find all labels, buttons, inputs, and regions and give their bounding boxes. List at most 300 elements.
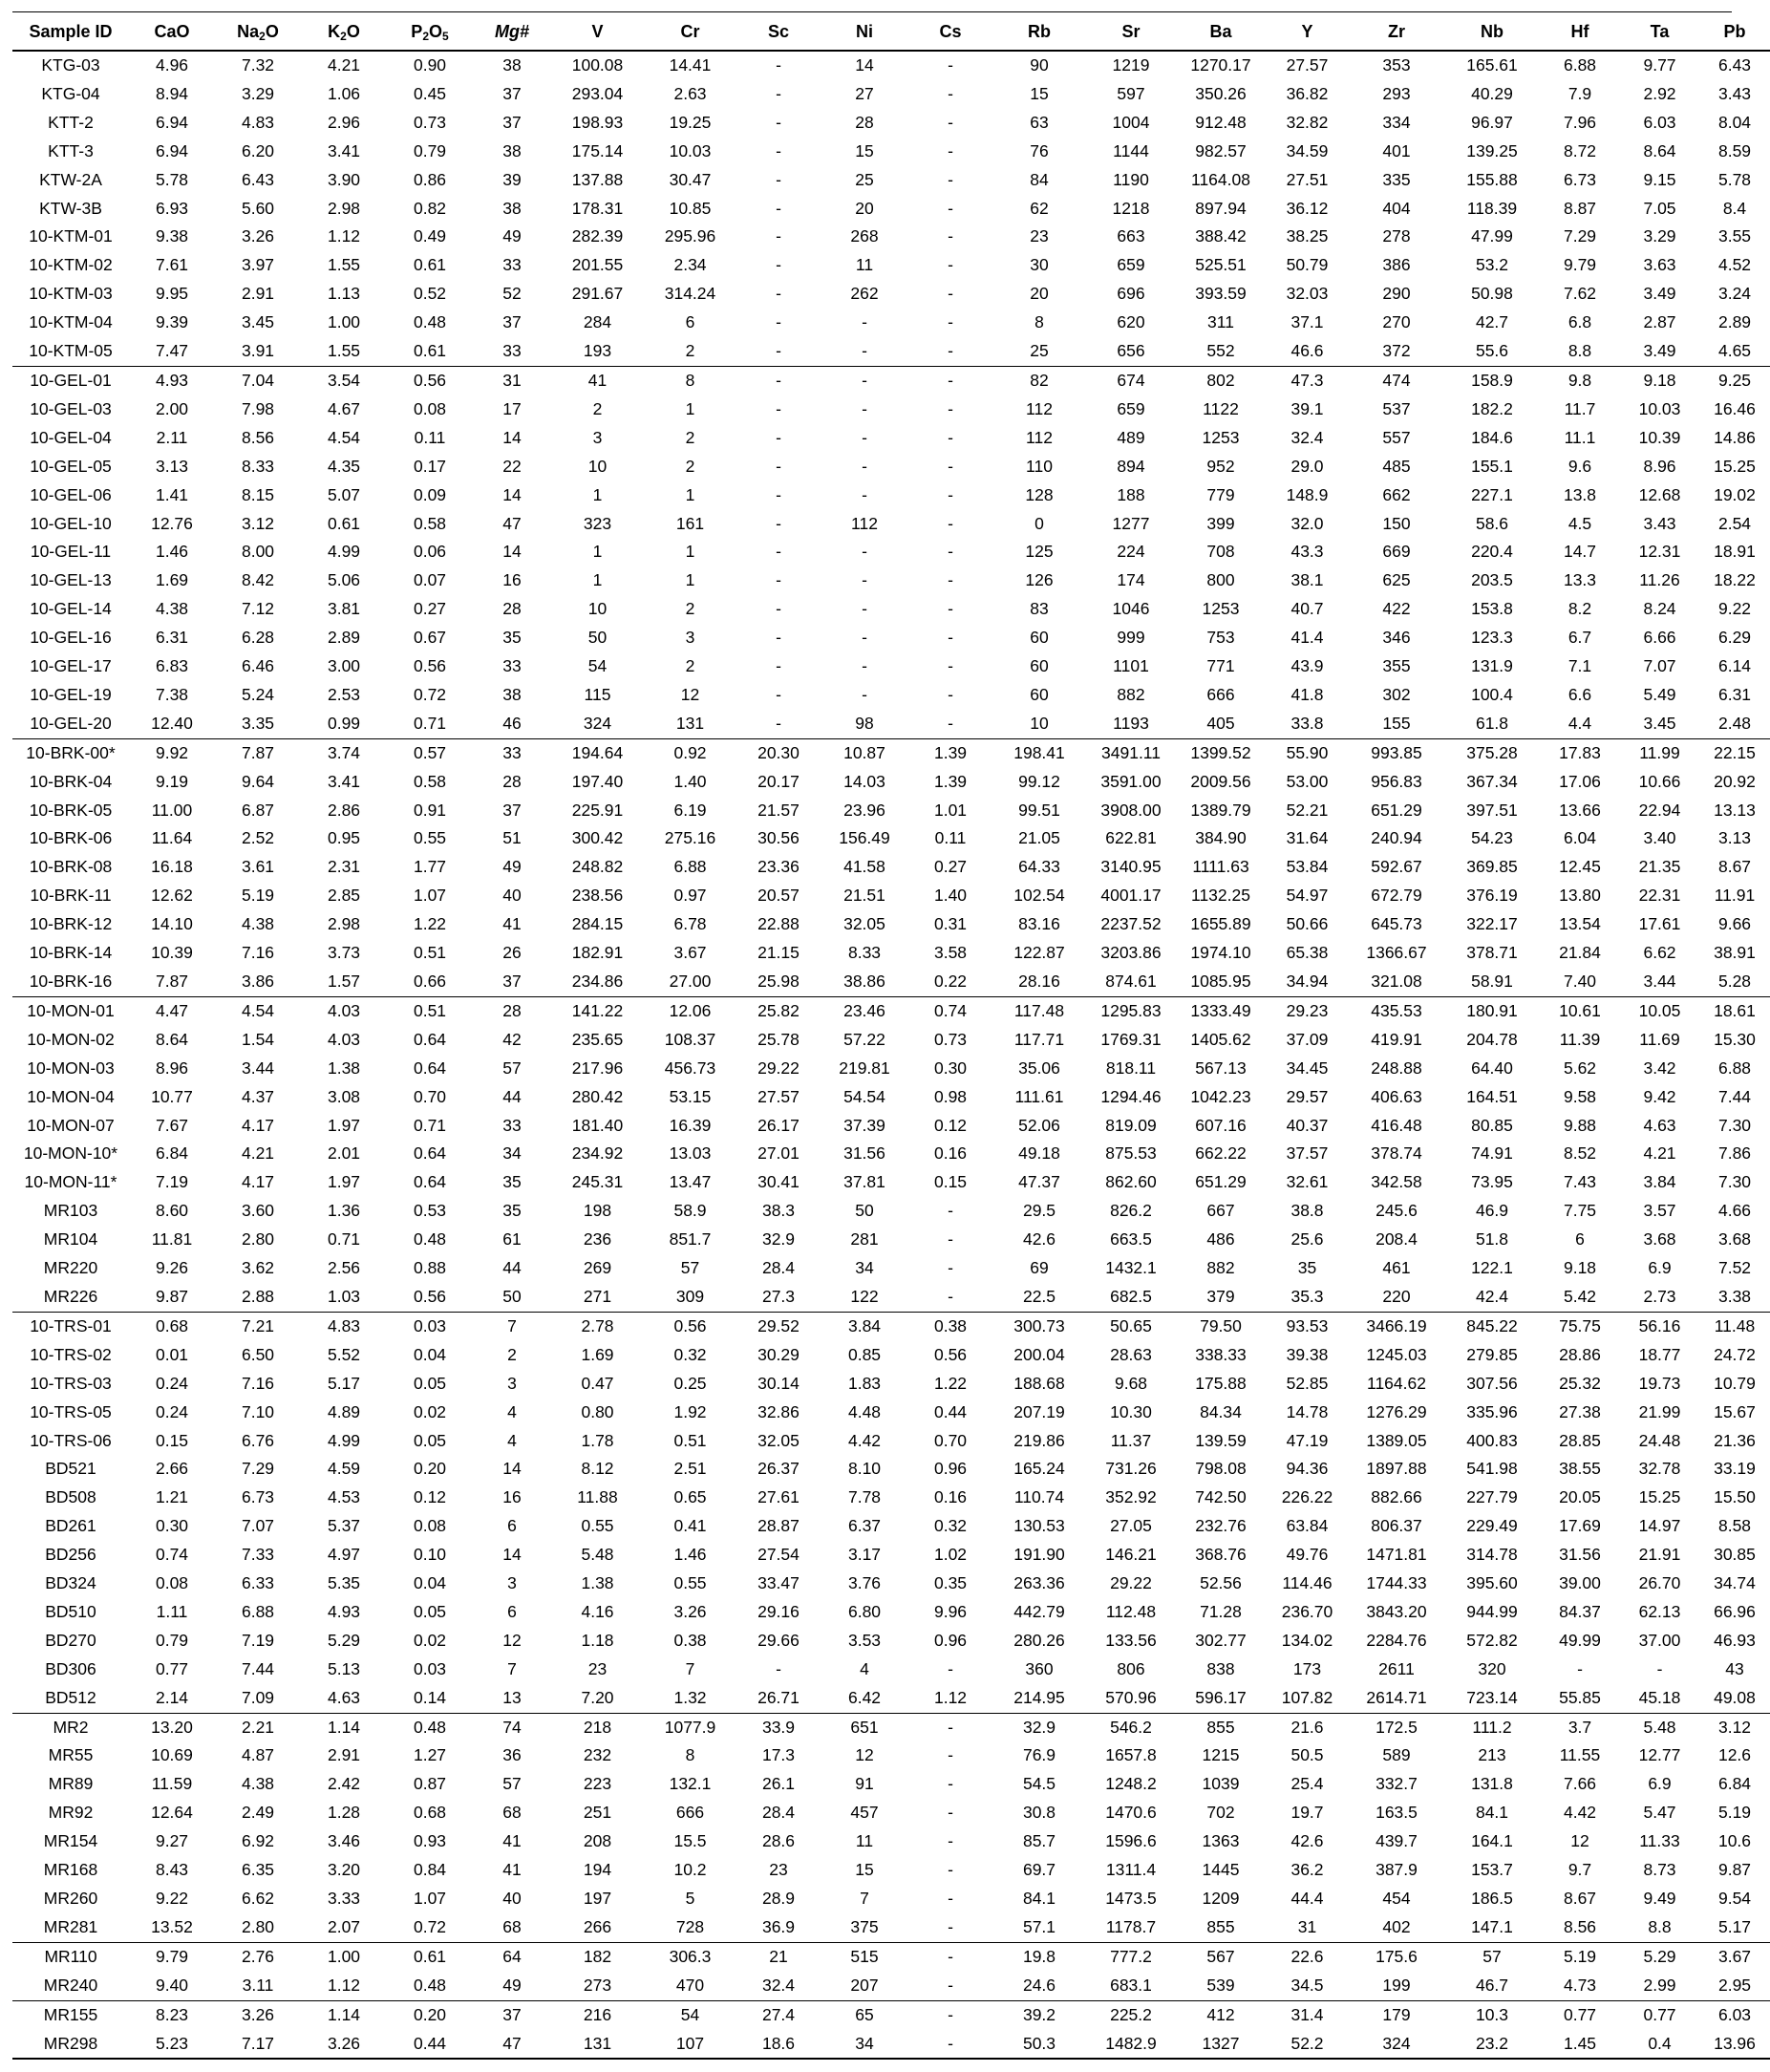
cell-na2o: 8.15 (241, 484, 275, 504)
cell-pb: 6.88 (1717, 1057, 1752, 1078)
cell-ba: 798.08 (1195, 1459, 1247, 1479)
cell-ta: 8.24 (1643, 599, 1676, 619)
cell-ni: - (862, 398, 867, 418)
cell-nb: 64.40 (1471, 1057, 1513, 1078)
cell-ni: 21.51 (843, 886, 885, 906)
cell-nb: 96.97 (1471, 112, 1513, 132)
cell-sr: 806 (1117, 1658, 1145, 1678)
cell-nb: 314.78 (1466, 1545, 1518, 1565)
cell-mg: 3 (507, 1573, 517, 1593)
cell-mg: 38 (502, 198, 522, 218)
cell-na2o: 7.19 (241, 1630, 275, 1650)
cell-k2o: 5.37 (327, 1516, 361, 1536)
cell-ni: 122 (850, 1286, 879, 1306)
cell-hf: 11.1 (1564, 427, 1596, 447)
cell-na2o: 5.24 (241, 684, 275, 704)
sample-id-cell: 10-KTM-03 (29, 284, 113, 304)
cell-cs: - (948, 140, 953, 160)
cell-ba: 702 (1206, 1803, 1235, 1823)
cell-ni: - (862, 570, 867, 590)
cell-sr: 3591.00 (1100, 771, 1162, 791)
cell-cao: 0.15 (155, 1430, 189, 1450)
cell-zr: 199 (1382, 1975, 1411, 1995)
cell-rb: 130.53 (1013, 1516, 1065, 1536)
cell-v: 115 (584, 684, 611, 704)
cell-p2o5: 0.68 (413, 1803, 447, 1823)
cell-sc: - (776, 427, 781, 447)
cell-na2o: 4.21 (241, 1143, 275, 1164)
cell-hf: 7.66 (1563, 1774, 1597, 1794)
cell-rb: 99.51 (1018, 800, 1060, 820)
sample-id-cell: 10-BRK-00* (12, 738, 129, 767)
cell-ta: 11.33 (1639, 1831, 1680, 1851)
cell-v: 284 (583, 312, 612, 332)
cell-ba: 1111.63 (1192, 857, 1249, 877)
cell-cr: 7 (685, 1658, 695, 1678)
cell-hf: 8.72 (1563, 140, 1597, 160)
cell-y: 29.0 (1290, 456, 1324, 476)
cell-hf: 75.75 (1540, 1312, 1620, 1340)
cell-nb: 42.4 (1475, 1286, 1509, 1306)
sample-id-cell: KTT-3 (48, 140, 94, 160)
cell-cr: 54 (644, 2000, 736, 2029)
cell-p2o5: 0.67 (413, 628, 447, 648)
cell-cr: 19.25 (669, 112, 712, 132)
cell-nb: 180.91 (1444, 996, 1540, 1025)
cell-v: 323 (583, 513, 612, 533)
cell-mg: 38 (502, 55, 522, 75)
cell-k2o: 0.71 (327, 1229, 361, 1250)
cell-sc: - (776, 284, 781, 304)
cell-nb: 279.85 (1466, 1344, 1518, 1364)
cell-zr: 589 (1382, 1745, 1411, 1765)
cell-sr: 1248.2 (1105, 1774, 1157, 1794)
cell-cs: 1.39 (908, 738, 992, 767)
cell-p2o5: 0.05 (413, 1373, 447, 1393)
table-row (12, 2030, 1770, 2060)
cell-y: 36.12 (1286, 198, 1329, 218)
cell-nb: 227.1 (1471, 484, 1513, 504)
sample-id-cell: 10-KTM-02 (29, 255, 113, 275)
cell-v: 293.04 (571, 83, 624, 103)
cell-ta: 8.96 (1643, 456, 1676, 476)
table-body (12, 51, 1770, 2059)
cell-sr: 1596.6 (1105, 1831, 1157, 1851)
cell-y: 40.37 (1286, 1115, 1329, 1135)
cell-pb: 4.65 (1717, 341, 1752, 361)
cell-mg: 37 (502, 83, 522, 103)
cell-na2o: 6.35 (241, 1860, 275, 1880)
cell-ta: 3.57 (1643, 1201, 1676, 1221)
cell-rb: 99.12 (1018, 771, 1060, 791)
cell-y: 34.45 (1286, 1057, 1329, 1078)
cell-pb: 2.54 (1717, 513, 1752, 533)
cell-cao: 8.43 (155, 1860, 189, 1880)
cell-ba: 71.28 (1200, 1601, 1242, 1621)
cell-ba: 952 (1206, 456, 1235, 476)
cell-nb: 58.91 (1471, 972, 1513, 991)
sample-id-cell: 10-TRS-02 (30, 1344, 112, 1364)
cell-rb: 300.73 (992, 1312, 1086, 1340)
cell-cs: - (948, 1201, 953, 1221)
cell-mg: 14 (502, 427, 522, 447)
cell-cs: 0.31 (933, 914, 968, 934)
sample-id-cell: MR154 (43, 1831, 98, 1851)
cell-mg: 51 (502, 828, 522, 848)
cell-cs: 1.12 (933, 1687, 968, 1707)
cell-ba: 1974.10 (1190, 943, 1251, 963)
cell-cao: 2.14 (155, 1687, 189, 1707)
cell-sr: 659 (1117, 398, 1145, 418)
cell-cao: 6.84 (155, 1143, 189, 1164)
cell-v: 182.91 (571, 943, 624, 963)
cell-v: 5.48 (581, 1545, 614, 1565)
cell-ta: 3.45 (1643, 713, 1676, 733)
sample-id-cell: 10-MON-07 (27, 1115, 115, 1135)
cell-cao: 9.19 (155, 771, 189, 791)
cell-p2o5: 0.05 (413, 1430, 447, 1450)
cell-cr: 6.88 (673, 857, 707, 877)
cell-sc: - (776, 169, 781, 189)
cell-ta: 9.18 (1620, 366, 1699, 395)
cell-nb: 204.78 (1466, 1029, 1518, 1049)
cell-ni: 34 (855, 1258, 874, 1278)
cell-zr: 353 (1382, 55, 1411, 75)
cell-k2o: 2.96 (327, 112, 361, 132)
cell-sc: 20.17 (757, 771, 800, 791)
cell-sr: 819.09 (1105, 1115, 1157, 1135)
sample-id-cell: 10-KTM-04 (29, 312, 113, 332)
cell-ba: 882 (1206, 1258, 1235, 1278)
cell-ta: 8.8 (1648, 1916, 1672, 1936)
cell-k2o: 5.17 (327, 1373, 361, 1393)
cell-na2o: 3.45 (241, 312, 275, 332)
cell-y: 14.78 (1286, 1401, 1329, 1421)
sample-id-cell: KTG-04 (41, 83, 100, 103)
cell-rb: 84 (1030, 169, 1049, 189)
cell-k2o: 5.52 (327, 1344, 361, 1364)
cell-zr: 625 (1382, 570, 1411, 590)
cell-sc: 30.14 (757, 1373, 800, 1393)
cell-pb: 6.31 (1717, 684, 1752, 704)
cell-ni: 7.78 (847, 1487, 882, 1507)
cell-cao: 0.30 (155, 1516, 189, 1536)
cell-y: 38.8 (1290, 1201, 1324, 1221)
cell-p2o5: 0.64 (413, 1172, 447, 1192)
cell-zr: 2614.71 (1366, 1687, 1427, 1707)
cell-sc: 29.16 (757, 1601, 800, 1621)
table-row (12, 309, 1770, 337)
cell-cs: - (948, 312, 953, 332)
sample-id-cell: 10-TRS-06 (30, 1430, 112, 1450)
cell-na2o: 2.76 (215, 1942, 301, 1971)
cell-mg: 7 (507, 1658, 517, 1678)
cell-cao: 0.24 (155, 1401, 189, 1421)
cell-cs: - (948, 1229, 953, 1250)
cell-na2o: 6.88 (241, 1601, 275, 1621)
sample-id-cell: 10-BRK-05 (29, 800, 113, 820)
cell-y: 35.3 (1290, 1286, 1324, 1306)
cell-zr: 592.67 (1371, 857, 1422, 877)
cell-nb: 53.2 (1475, 255, 1509, 275)
cell-mg: 31 (473, 366, 551, 395)
cell-y: 38.1 (1290, 570, 1324, 590)
sample-id-cell: BD256 (45, 1545, 96, 1565)
cell-v: 141.22 (551, 996, 644, 1025)
cell-cs: - (948, 713, 953, 733)
cell-na2o: 3.91 (241, 341, 275, 361)
cell-p2o5: 0.72 (413, 1916, 447, 1936)
cell-sr: 3908.00 (1100, 800, 1162, 820)
cell-rb: 60 (1030, 684, 1049, 704)
cell-mg: 4 (507, 1430, 517, 1450)
cell-ta: 7.05 (1643, 198, 1676, 218)
cell-hf: 11.39 (1559, 1029, 1601, 1049)
table-row (12, 1083, 1770, 1112)
cell-k2o: 1.28 (327, 1803, 361, 1823)
cell-na2o: 7.16 (241, 1373, 275, 1393)
cell-hf: 9.88 (1563, 1115, 1597, 1135)
cell-zr: 1366.67 (1366, 943, 1427, 963)
cell-sr: 1277 (1112, 513, 1150, 533)
cell-cao: 11.64 (151, 828, 193, 848)
cell-pb: 4.66 (1717, 1201, 1752, 1221)
cell-rb: 47.37 (1018, 1172, 1060, 1192)
cell-ni: 112 (851, 513, 878, 533)
cell-nb: 50.98 (1471, 284, 1513, 304)
cell-ni: 91 (855, 1774, 874, 1794)
cell-ta: 0.77 (1620, 2000, 1699, 2029)
table-top-rule (12, 11, 1732, 12)
cell-ni: - (862, 484, 867, 504)
cell-ta: 6.9 (1648, 1258, 1672, 1278)
cell-cr: 13.03 (669, 1143, 712, 1164)
cell-ba: 1253 (1202, 599, 1240, 619)
cell-rb: 84.1 (1022, 1889, 1056, 1908)
cell-hf: 8.87 (1563, 198, 1597, 218)
cell-hf: 8.67 (1563, 1889, 1597, 1908)
cell-y: 107.82 (1281, 1687, 1333, 1707)
cell-na2o: 8.33 (241, 456, 275, 476)
cell-ta: 11.26 (1639, 570, 1680, 590)
cell-cs: - (948, 1803, 953, 1823)
cell-sc: - (776, 83, 781, 103)
cell-sr: 659 (1117, 255, 1145, 275)
cell-rb: 82 (992, 366, 1086, 395)
cell-sr: 1190 (1113, 169, 1149, 189)
cell-ni: 15 (855, 1860, 874, 1880)
cell-ni: 4.42 (847, 1430, 882, 1450)
cell-sc: - (776, 140, 781, 160)
cell-y: 37.09 (1286, 1029, 1329, 1049)
cell-k2o: 2.31 (327, 857, 361, 877)
cell-ta: 24.48 (1638, 1430, 1681, 1450)
cell-na2o: 3.11 (242, 1975, 274, 1995)
cell-ni: 98 (855, 713, 874, 733)
cell-y: 53.84 (1286, 857, 1329, 877)
cell-cr: 851.7 (669, 1229, 712, 1250)
cell-zr: 402 (1382, 1916, 1411, 1936)
cell-ba: 368.76 (1195, 1545, 1247, 1565)
cell-nb: 182.2 (1471, 398, 1513, 418)
cell-v: 284.15 (571, 914, 624, 934)
cell-na2o: 2.21 (215, 1713, 301, 1741)
cell-pb: 24.72 (1714, 1344, 1756, 1364)
cell-pb: 21.36 (1714, 1430, 1756, 1450)
cell-cs: - (948, 1831, 953, 1851)
cell-ta: 2.99 (1643, 1975, 1676, 1995)
cell-cao: 11.59 (151, 1774, 193, 1794)
cell-sc: 25.82 (736, 996, 821, 1025)
cell-sc: - (736, 366, 821, 395)
cell-p2o5: 0.88 (413, 1258, 447, 1278)
cell-nb: 184.6 (1471, 427, 1513, 447)
cell-na2o: 7.04 (215, 366, 301, 395)
cell-y: 34.94 (1286, 972, 1329, 991)
cell-cr: 14.41 (669, 55, 712, 75)
cell-hf: 14.7 (1563, 542, 1597, 562)
cell-v: 282.39 (571, 226, 624, 246)
cell-y: 32.61 (1286, 1172, 1329, 1192)
cell-pb: 7.30 (1717, 1172, 1752, 1192)
column-header-ta: Ta (1620, 13, 1699, 51)
table-row (12, 1570, 1770, 1598)
cell-nb: 61.8 (1475, 713, 1509, 733)
cell-k2o: 5.35 (327, 1573, 361, 1593)
cell-p2o5: 0.73 (413, 112, 447, 132)
cell-ta: 12.77 (1638, 1745, 1681, 1765)
cell-cs: 9.96 (933, 1601, 968, 1621)
cell-k2o: 3.26 (301, 2030, 387, 2060)
cell-cao: 10.69 (151, 1745, 193, 1765)
cell-ba: 1039 (1202, 1774, 1240, 1794)
cell-rb: 10 (1030, 713, 1049, 733)
sample-id-cell: BD510 (45, 1601, 96, 1621)
cell-na2o: 3.12 (241, 513, 275, 533)
cell-p2o5: 0.91 (413, 800, 447, 820)
cell-ni: 12 (855, 1745, 874, 1765)
cell-y: 33.8 (1290, 713, 1324, 733)
cell-ta: 14.97 (1638, 1516, 1681, 1536)
cell-ba: 552 (1206, 341, 1235, 361)
table-row (12, 1770, 1770, 1799)
cell-sr: 224 (1117, 542, 1145, 562)
cell-na2o: 7.98 (241, 398, 275, 418)
cell-sc: - (776, 484, 781, 504)
cell-zr: 335 (1382, 169, 1411, 189)
cell-nb: 47.99 (1471, 226, 1513, 246)
cell-cs: - (948, 628, 953, 648)
cell-mg: 47 (502, 513, 522, 533)
cell-sc: - (776, 112, 781, 132)
sample-id-cell: MR240 (43, 1975, 98, 1995)
cell-cs: 1.02 (933, 1545, 968, 1565)
cell-cao: 7.67 (155, 1115, 189, 1135)
cell-cao: 2.66 (155, 1459, 189, 1479)
cell-ta: 6.03 (1643, 112, 1676, 132)
cell-ba: 52.56 (1200, 1573, 1242, 1593)
cell-nb: 54.23 (1471, 828, 1513, 848)
cell-y: 32.82 (1286, 112, 1329, 132)
cell-mg: 6 (507, 1516, 517, 1536)
cell-cr: 132.1 (669, 1774, 712, 1794)
cell-mg: 44 (502, 1086, 522, 1106)
cell-mg: 38 (502, 684, 522, 704)
cell-rb: 76.9 (1022, 1745, 1056, 1765)
cell-cao: 1.69 (155, 570, 189, 590)
cell-ni: - (862, 628, 867, 648)
cell-nb: 229.49 (1466, 1516, 1518, 1536)
table-row (12, 1484, 1770, 1512)
cell-hf: 27.38 (1559, 1401, 1601, 1421)
cell-na2o: 6.50 (241, 1344, 275, 1364)
cell-ta: 32.78 (1638, 1459, 1681, 1479)
cell-ba: 1164.08 (1191, 169, 1250, 189)
cell-cs: 0.35 (933, 1573, 968, 1593)
cell-v: 238.56 (571, 886, 624, 906)
cell-k2o: 1.14 (301, 2000, 387, 2029)
cell-mg: 14 (502, 1545, 522, 1565)
cell-p2o5: 0.44 (387, 2030, 473, 2060)
cell-rb: 83 (1030, 599, 1049, 619)
table-row (12, 251, 1770, 280)
cell-pb: 30.85 (1714, 1545, 1756, 1565)
cell-cr: 0.65 (673, 1487, 707, 1507)
cell-cr: 2.34 (673, 255, 707, 275)
cell-zr: 956.83 (1371, 771, 1422, 791)
cell-sr: 674 (1086, 366, 1176, 395)
cell-cr: 0.41 (673, 1516, 707, 1536)
cell-mg: 13 (502, 1687, 522, 1707)
cell-cr: 13.47 (669, 1172, 712, 1192)
cell-zr: 882.66 (1371, 1487, 1422, 1507)
cell-ni: 32.05 (843, 914, 885, 934)
cell-sc: 27.57 (757, 1086, 800, 1106)
cell-cr: 0.92 (644, 738, 736, 767)
cell-hf: 4.42 (1563, 1803, 1597, 1823)
cell-ta: 9.42 (1643, 1086, 1676, 1106)
cell-v: 178.31 (571, 198, 624, 218)
cell-zr: 240.94 (1371, 828, 1422, 848)
cell-na2o: 3.60 (241, 1201, 275, 1221)
cell-cs: 3.58 (933, 943, 968, 963)
cell-na2o: 6.20 (241, 140, 275, 160)
cell-zr: 662 (1382, 484, 1411, 504)
cell-sr: 683.1 (1110, 1975, 1152, 1995)
cell-ba: 662.22 (1195, 1143, 1247, 1164)
cell-v: 10 (587, 456, 608, 476)
cell-nb: 400.83 (1466, 1430, 1518, 1450)
cell-pb: 11.48 (1699, 1312, 1770, 1340)
sample-id-cell: MR226 (43, 1286, 98, 1306)
cell-p2o5: 0.86 (413, 169, 447, 189)
cell-na2o: 2.80 (241, 1916, 275, 1936)
cell-cr: 12 (680, 684, 700, 704)
cell-cs: - (908, 2000, 992, 2029)
cell-k2o: 5.13 (327, 1658, 361, 1678)
cell-zr: 334 (1382, 112, 1411, 132)
cell-cao: 7.47 (155, 341, 189, 361)
cell-p2o5: 0.48 (413, 312, 447, 332)
cell-mg: 44 (502, 1258, 522, 1278)
cell-rb: 19.8 (992, 1942, 1086, 1971)
cell-na2o: 3.26 (215, 2000, 301, 2029)
cell-ba: 79.50 (1176, 1312, 1266, 1340)
cell-ni: - (862, 542, 867, 562)
cell-sc: - (776, 226, 781, 246)
cell-cr: 0.97 (673, 886, 707, 906)
cell-cr: 12.06 (644, 996, 736, 1025)
